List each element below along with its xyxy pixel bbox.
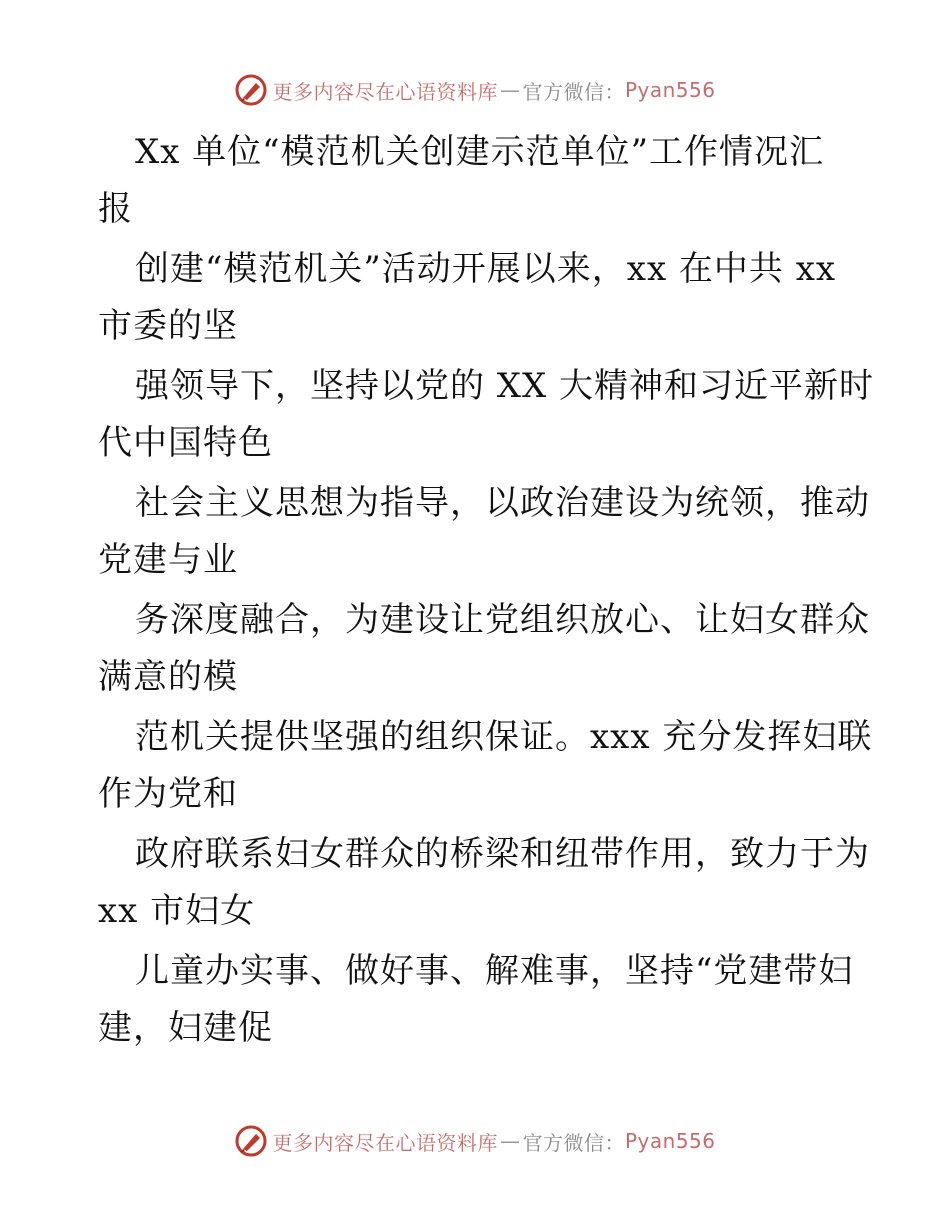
watermark-wechat-id: Pyan556 — [624, 1129, 716, 1153]
watermark-footer — [0, 1121, 950, 1161]
pen-logo-icon — [234, 1124, 268, 1158]
watermark-label: 官方微信： — [522, 79, 625, 104]
pen-logo-icon — [234, 73, 268, 107]
text-line: 社会主义思想为指导，以政治建设为统领，推动 — [135, 483, 870, 523]
text-line: 创建“模范机关”活动开展以来，xx 在中共 xx — [135, 249, 837, 289]
text-line: Xx 单位“模范机关创建示范单位”工作情况汇 — [135, 132, 824, 172]
watermark-text: 更多内容尽在心语资料库 — [272, 79, 498, 104]
watermark-wechat-id: Pyan556 — [624, 78, 716, 102]
watermark-text: 更多内容尽在心语资料库 — [272, 1130, 498, 1155]
text-line: 作为党和 — [98, 774, 238, 814]
text-line: 范机关提供坚强的组织保证。xxx 充分发挥妇联 — [135, 717, 873, 757]
watermark-separator: — — [499, 1129, 521, 1153]
text-line: 市委的坚 — [98, 306, 238, 346]
text-line: 党建与业 — [98, 540, 238, 580]
text-line: 政府联系妇女群众的桥梁和纽带作用，致力于为 — [135, 834, 870, 874]
text-line: 强领导下，坚持以党的 XX 大精神和习近平新时 — [135, 366, 875, 406]
watermark-header — [0, 70, 950, 110]
text-line: xx 市妇女 — [98, 891, 256, 931]
text-line: 报 — [98, 189, 133, 229]
watermark-label: 官方微信： — [522, 1130, 625, 1155]
text-line: 儿童办实事、做好事、解难事，坚持“党建带妇 — [135, 951, 854, 991]
text-line: 满意的模 — [98, 657, 238, 697]
watermark-separator: — — [499, 78, 521, 102]
text-line: 务深度融合，为建设让党组织放心、让妇女群众 — [135, 600, 870, 640]
text-line: 建，妇建促 — [98, 1008, 273, 1048]
text-line: 代中国特色 — [98, 423, 273, 463]
